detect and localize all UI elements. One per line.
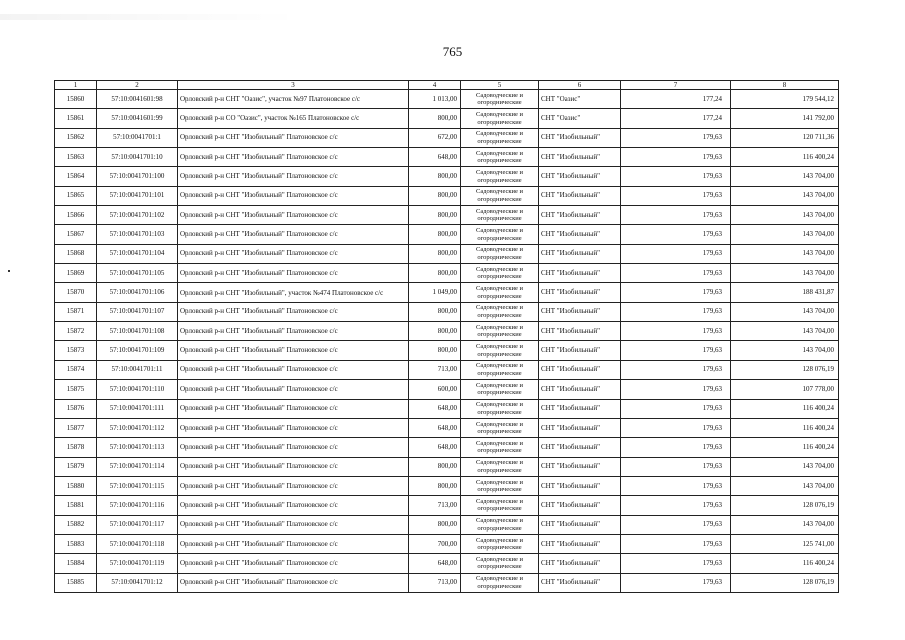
organization-cell: СНТ "Изобильный" — [539, 206, 621, 225]
table-row — [55, 399, 839, 418]
table-row — [55, 302, 839, 321]
cadastral-number-cell: 57:10:0041701:112 — [97, 418, 178, 437]
cadastral-number-cell: 57:10:0041701:101 — [97, 186, 178, 205]
area-cell: 800,00 — [409, 476, 461, 495]
header-row — [55, 81, 839, 90]
specific-value-cell: 179,63 — [621, 573, 731, 592]
organization-cell: СНТ "Изобильный" — [539, 186, 621, 205]
column-header-6: 6 — [539, 81, 621, 90]
organization-cell: СНТ "Изобильный" — [539, 225, 621, 244]
address-cell: Орловский р-н СНТ "Изобильный" Платоновское с/с — [178, 302, 409, 321]
area-cell: 713,00 — [409, 496, 461, 515]
area-cell: 800,00 — [409, 186, 461, 205]
cadastral-value-cell: 128 076,19 — [731, 496, 839, 515]
cadastral-value-cell: 116 400,24 — [731, 554, 839, 573]
table-row — [55, 225, 839, 244]
area-cell: 800,00 — [409, 206, 461, 225]
land-use-cell: Садоводческие и огороднические — [461, 418, 539, 437]
area-cell: 600,00 — [409, 380, 461, 399]
specific-value-cell: 179,63 — [621, 554, 731, 573]
specific-value-cell: 179,63 — [621, 341, 731, 360]
cadastral-value-cell: 107 778,00 — [731, 380, 839, 399]
cadastral-number-cell: 57:10:0041701:119 — [97, 554, 178, 573]
specific-value-cell: 179,63 — [621, 186, 731, 205]
column-header-2: 2 — [97, 81, 178, 90]
table-row — [55, 322, 839, 341]
address-cell: Орловский р-н СНТ "Изобильный" Платоновское с/с — [178, 380, 409, 399]
address-cell: Орловский р-н СНТ "Изобильный" Платоновское с/с — [178, 264, 409, 283]
land-use-cell: Садоводческие и огороднические — [461, 515, 539, 534]
cadastral-number-cell: 57:10:0041701:116 — [97, 496, 178, 515]
cadastral-value-cell: 143 704,00 — [731, 186, 839, 205]
cadastral-value-cell: 128 076,19 — [731, 360, 839, 379]
area-cell: 672,00 — [409, 128, 461, 147]
cadastral-value-cell: 143 704,00 — [731, 244, 839, 263]
row-number-cell: 15885 — [55, 573, 97, 592]
address-cell: Орловский р-н СНТ "Изобильный" Платоновское с/с — [178, 206, 409, 225]
cadastral-value-cell: 116 400,24 — [731, 418, 839, 437]
table-row — [55, 283, 839, 302]
cadastral-number-cell: 57:10:0041701:106 — [97, 283, 178, 302]
specific-value-cell: 179,63 — [621, 418, 731, 437]
area-cell: 800,00 — [409, 457, 461, 476]
cadastral-value-cell: 120 711,36 — [731, 128, 839, 147]
organization-cell: СНТ "Оазис" — [539, 90, 621, 109]
row-number-cell: 15862 — [55, 128, 97, 147]
address-cell: Орловский р-н СНТ "Изобильный" Платоновское с/с — [178, 244, 409, 263]
organization-cell: СНТ "Изобильный" — [539, 148, 621, 167]
row-number-cell: 15869 — [55, 264, 97, 283]
table-body — [55, 90, 839, 593]
land-use-cell: Садоводческие и огороднические — [461, 573, 539, 592]
land-use-cell: Садоводческие и огороднические — [461, 90, 539, 109]
area-cell: 713,00 — [409, 360, 461, 379]
cadastral-table-container — [54, 80, 838, 593]
land-use-cell: Садоводческие и огороднические — [461, 534, 539, 553]
land-use-cell: Садоводческие и огороднические — [461, 264, 539, 283]
cadastral-number-cell: 57:10:0041701:11 — [97, 360, 178, 379]
area-cell: 713,00 — [409, 573, 461, 592]
cadastral-number-cell: 57:10:0041701:117 — [97, 515, 178, 534]
cadastral-value-cell: 179 544,12 — [731, 90, 839, 109]
row-number-cell: 15876 — [55, 399, 97, 418]
cadastral-value-cell: 143 704,00 — [731, 476, 839, 495]
row-number-cell: 15879 — [55, 457, 97, 476]
table-row — [55, 264, 839, 283]
specific-value-cell: 179,63 — [621, 476, 731, 495]
row-number-cell: 15878 — [55, 438, 97, 457]
cadastral-table — [54, 80, 839, 593]
table-row — [55, 573, 839, 592]
specific-value-cell: 179,63 — [621, 128, 731, 147]
organization-cell: СНТ "Изобильный" — [539, 167, 621, 186]
land-use-cell: Садоводческие и огороднические — [461, 476, 539, 495]
land-use-cell: Садоводческие и огороднические — [461, 225, 539, 244]
cadastral-value-cell: 143 704,00 — [731, 206, 839, 225]
address-cell: Орловский р-н СНТ "Изобильный" Платоновское с/с — [178, 360, 409, 379]
organization-cell: СНТ "Изобильный" — [539, 573, 621, 592]
organization-cell: СНТ "Изобильный" — [539, 128, 621, 147]
specific-value-cell: 179,63 — [621, 148, 731, 167]
address-cell: Орловский р-н СНТ "Изобильный" Платоновское с/с — [178, 476, 409, 495]
address-cell: Орловский р-н СНТ "Изобильный" Платоновское с/с — [178, 418, 409, 437]
row-number-cell: 15872 — [55, 322, 97, 341]
row-number-cell: 15863 — [55, 148, 97, 167]
address-cell: Орловский р-н СНТ "Изобильный" Платоновское с/с — [178, 322, 409, 341]
land-use-cell: Садоводческие и огороднические — [461, 341, 539, 360]
organization-cell: СНТ "Изобильный" — [539, 244, 621, 263]
organization-cell: СНТ "Изобильный" — [539, 418, 621, 437]
area-cell: 800,00 — [409, 341, 461, 360]
table-row — [55, 341, 839, 360]
table-row — [55, 244, 839, 263]
table-row — [55, 167, 839, 186]
specific-value-cell: 179,63 — [621, 534, 731, 553]
row-number-cell: 15880 — [55, 476, 97, 495]
row-number-cell: 15884 — [55, 554, 97, 573]
land-use-cell: Садоводческие и огороднические — [461, 457, 539, 476]
area-cell: 800,00 — [409, 167, 461, 186]
cadastral-number-cell: 57:10:0041701:12 — [97, 573, 178, 592]
table-row — [55, 360, 839, 379]
organization-cell: СНТ "Изобильный" — [539, 515, 621, 534]
organization-cell: СНТ "Изобильный" — [539, 341, 621, 360]
table-row — [55, 380, 839, 399]
address-cell: Орловский р-н СНТ "Изобильный", участок №474 Платоновское с/с — [178, 283, 409, 302]
address-cell: Орловский р-н СНТ "Изобильный" Платоновское с/с — [178, 186, 409, 205]
specific-value-cell: 179,63 — [621, 167, 731, 186]
land-use-cell: Садоводческие и огороднические — [461, 283, 539, 302]
table-row — [55, 128, 839, 147]
address-cell: Орловский р-н СНТ "Изобильный" Платоновское с/с — [178, 534, 409, 553]
column-header-1: 1 — [55, 81, 97, 90]
cadastral-number-cell: 57:10:0041601:98 — [97, 90, 178, 109]
row-number-cell: 15877 — [55, 418, 97, 437]
scan-artifact — [0, 14, 300, 20]
table-row — [55, 186, 839, 205]
specific-value-cell: 179,63 — [621, 438, 731, 457]
row-number-cell: 15867 — [55, 225, 97, 244]
organization-cell: СНТ "Изобильный" — [539, 534, 621, 553]
address-cell: Орловский р-н СНТ "Изобильный" Платоновское с/с — [178, 148, 409, 167]
land-use-cell: Садоводческие и огороднические — [461, 380, 539, 399]
land-use-cell: Садоводческие и огороднические — [461, 186, 539, 205]
land-use-cell: Садоводческие и огороднические — [461, 128, 539, 147]
organization-cell: СНТ "Изобильный" — [539, 302, 621, 321]
specific-value-cell: 179,63 — [621, 302, 731, 321]
organization-cell: СНТ "Изобильный" — [539, 476, 621, 495]
area-cell: 700,00 — [409, 534, 461, 553]
table-row — [55, 515, 839, 534]
area-cell: 800,00 — [409, 244, 461, 263]
specific-value-cell: 179,63 — [621, 399, 731, 418]
organization-cell: СНТ "Изобильный" — [539, 322, 621, 341]
specific-value-cell: 179,63 — [621, 244, 731, 263]
area-cell: 800,00 — [409, 264, 461, 283]
column-header-4: 4 — [409, 81, 461, 90]
cadastral-value-cell: 141 792,00 — [731, 109, 839, 128]
row-number-cell: 15864 — [55, 167, 97, 186]
land-use-cell: Садоводческие и огороднические — [461, 322, 539, 341]
cadastral-value-cell: 143 704,00 — [731, 322, 839, 341]
cadastral-number-cell: 57:10:0041701:107 — [97, 302, 178, 321]
area-cell: 800,00 — [409, 302, 461, 321]
cadastral-value-cell: 143 704,00 — [731, 457, 839, 476]
area-cell: 1 049,00 — [409, 283, 461, 302]
address-cell: Орловский р-н СНТ "Изобильный" Платоновское с/с — [178, 515, 409, 534]
column-header-7: 7 — [621, 81, 731, 90]
land-use-cell: Садоводческие и огороднические — [461, 244, 539, 263]
address-cell: Орловский р-н СНТ "Изобильный" Платоновское с/с — [178, 438, 409, 457]
land-use-cell: Садоводческие и огороднические — [461, 109, 539, 128]
land-use-cell: Садоводческие и огороднические — [461, 360, 539, 379]
address-cell: Орловский р-н СНТ "Изобильный" Платоновское с/с — [178, 457, 409, 476]
column-header-5: 5 — [461, 81, 539, 90]
address-cell: Орловский р-н СНТ "Изобильный" Платоновское с/с — [178, 225, 409, 244]
table-row — [55, 418, 839, 437]
table-row — [55, 534, 839, 553]
cadastral-number-cell: 57:10:0041701:10 — [97, 148, 178, 167]
table-row — [55, 148, 839, 167]
address-cell: Орловский р-н СНТ "Изобильный" Платоновское с/с — [178, 399, 409, 418]
organization-cell: СНТ "Оазис" — [539, 109, 621, 128]
cadastral-number-cell: 57:10:0041701:108 — [97, 322, 178, 341]
cadastral-value-cell: 116 400,24 — [731, 148, 839, 167]
area-cell: 648,00 — [409, 148, 461, 167]
address-cell: Орловский р-н СНТ "Изобильный" Платоновское с/с — [178, 496, 409, 515]
specific-value-cell: 179,63 — [621, 360, 731, 379]
area-cell: 648,00 — [409, 438, 461, 457]
land-use-cell: Садоводческие и огороднические — [461, 302, 539, 321]
row-number-cell: 15871 — [55, 302, 97, 321]
address-cell: Орловский р-н СНТ "Изобильный" Платоновское с/с — [178, 554, 409, 573]
row-number-cell: 15865 — [55, 186, 97, 205]
organization-cell: СНТ "Изобильный" — [539, 438, 621, 457]
cadastral-number-cell: 57:10:0041701:109 — [97, 341, 178, 360]
cadastral-number-cell: 57:10:0041701:110 — [97, 380, 178, 399]
specific-value-cell: 179,63 — [621, 496, 731, 515]
page-number: 765 — [442, 44, 463, 59]
row-number-cell: 15883 — [55, 534, 97, 553]
table-row — [55, 476, 839, 495]
cadastral-number-cell: 57:10:0041701:105 — [97, 264, 178, 283]
row-number-cell: 15875 — [55, 380, 97, 399]
row-number-cell: 15881 — [55, 496, 97, 515]
cadastral-number-cell: 57:10:0041701:1 — [97, 128, 178, 147]
row-number-cell: 15882 — [55, 515, 97, 534]
cadastral-value-cell: 125 741,00 — [731, 534, 839, 553]
organization-cell: СНТ "Изобильный" — [539, 360, 621, 379]
area-cell: 800,00 — [409, 322, 461, 341]
row-number-cell: 15860 — [55, 90, 97, 109]
cadastral-value-cell: 143 704,00 — [731, 302, 839, 321]
column-header-8: 8 — [731, 81, 839, 90]
land-use-cell: Садоводческие и огороднические — [461, 438, 539, 457]
row-number-cell: 15868 — [55, 244, 97, 263]
address-cell: Орловский р-н СНТ "Изобильный" Платоновское с/с — [178, 341, 409, 360]
organization-cell: СНТ "Изобильный" — [539, 554, 621, 573]
cadastral-number-cell: 57:10:0041601:99 — [97, 109, 178, 128]
specific-value-cell: 179,63 — [621, 380, 731, 399]
area-cell: 648,00 — [409, 418, 461, 437]
cadastral-value-cell: 143 704,00 — [731, 225, 839, 244]
land-use-cell: Садоводческие и огороднические — [461, 399, 539, 418]
cadastral-number-cell: 57:10:0041701:102 — [97, 206, 178, 225]
organization-cell: СНТ "Изобильный" — [539, 283, 621, 302]
organization-cell: СНТ "Изобильный" — [539, 264, 621, 283]
area-cell: 800,00 — [409, 109, 461, 128]
row-number-cell: 15874 — [55, 360, 97, 379]
scan-dot — [8, 270, 10, 272]
column-header-3: 3 — [178, 81, 409, 90]
table-row — [55, 438, 839, 457]
cadastral-value-cell: 128 076,19 — [731, 573, 839, 592]
address-cell: Орловский р-н СНТ "Оазис", участок №97 Платоновское с/с — [178, 90, 409, 109]
table-row — [55, 457, 839, 476]
specific-value-cell: 179,63 — [621, 283, 731, 302]
table-row — [55, 90, 839, 109]
area-cell: 800,00 — [409, 225, 461, 244]
land-use-cell: Садоводческие и огороднические — [461, 554, 539, 573]
cadastral-number-cell: 57:10:0041701:100 — [97, 167, 178, 186]
cadastral-value-cell: 116 400,24 — [731, 399, 839, 418]
address-cell: Орловский р-н СНТ "Изобильный" Платоновское с/с — [178, 128, 409, 147]
cadastral-value-cell: 188 431,87 — [731, 283, 839, 302]
specific-value-cell: 179,63 — [621, 264, 731, 283]
organization-cell: СНТ "Изобильный" — [539, 380, 621, 399]
land-use-cell: Садоводческие и огороднические — [461, 167, 539, 186]
row-number-cell: 15861 — [55, 109, 97, 128]
cadastral-value-cell: 143 704,00 — [731, 167, 839, 186]
cadastral-number-cell: 57:10:0041701:104 — [97, 244, 178, 263]
cadastral-value-cell: 143 704,00 — [731, 515, 839, 534]
address-cell: Орловский р-н СНТ "Изобильный" Платоновское с/с — [178, 167, 409, 186]
land-use-cell: Садоводческие и огороднические — [461, 206, 539, 225]
organization-cell: СНТ "Изобильный" — [539, 399, 621, 418]
organization-cell: СНТ "Изобильный" — [539, 496, 621, 515]
cadastral-value-cell: 116 400,24 — [731, 438, 839, 457]
area-cell: 800,00 — [409, 515, 461, 534]
area-cell: 648,00 — [409, 399, 461, 418]
cadastral-number-cell: 57:10:0041701:114 — [97, 457, 178, 476]
organization-cell: СНТ "Изобильный" — [539, 457, 621, 476]
land-use-cell: Садоводческие и огороднические — [461, 496, 539, 515]
cadastral-value-cell: 143 704,00 — [731, 341, 839, 360]
specific-value-cell: 179,63 — [621, 515, 731, 534]
cadastral-value-cell: 143 704,00 — [731, 264, 839, 283]
address-cell: Орловский р-н СО "Оазис", участок №165 Платоновское с/с — [178, 109, 409, 128]
cadastral-number-cell: 57:10:0041701:115 — [97, 476, 178, 495]
row-number-cell: 15873 — [55, 341, 97, 360]
cadastral-number-cell: 57:10:0041701:111 — [97, 399, 178, 418]
table-row — [55, 554, 839, 573]
specific-value-cell: 179,63 — [621, 457, 731, 476]
cadastral-number-cell: 57:10:0041701:103 — [97, 225, 178, 244]
table-row — [55, 206, 839, 225]
specific-value-cell: 179,63 — [621, 322, 731, 341]
table-row — [55, 496, 839, 515]
specific-value-cell: 177,24 — [621, 90, 731, 109]
land-use-cell: Садоводческие и огороднические — [461, 148, 539, 167]
table-row — [55, 109, 839, 128]
area-cell: 1 013,00 — [409, 90, 461, 109]
area-cell: 648,00 — [409, 554, 461, 573]
specific-value-cell: 179,63 — [621, 225, 731, 244]
address-cell: Орловский р-н СНТ "Изобильный" Платоновское с/с — [178, 573, 409, 592]
specific-value-cell: 179,63 — [621, 206, 731, 225]
row-number-cell: 15870 — [55, 283, 97, 302]
cadastral-number-cell: 57:10:0041701:113 — [97, 438, 178, 457]
specific-value-cell: 177,24 — [621, 109, 731, 128]
cadastral-number-cell: 57:10:0041701:118 — [97, 534, 178, 553]
row-number-cell: 15866 — [55, 206, 97, 225]
